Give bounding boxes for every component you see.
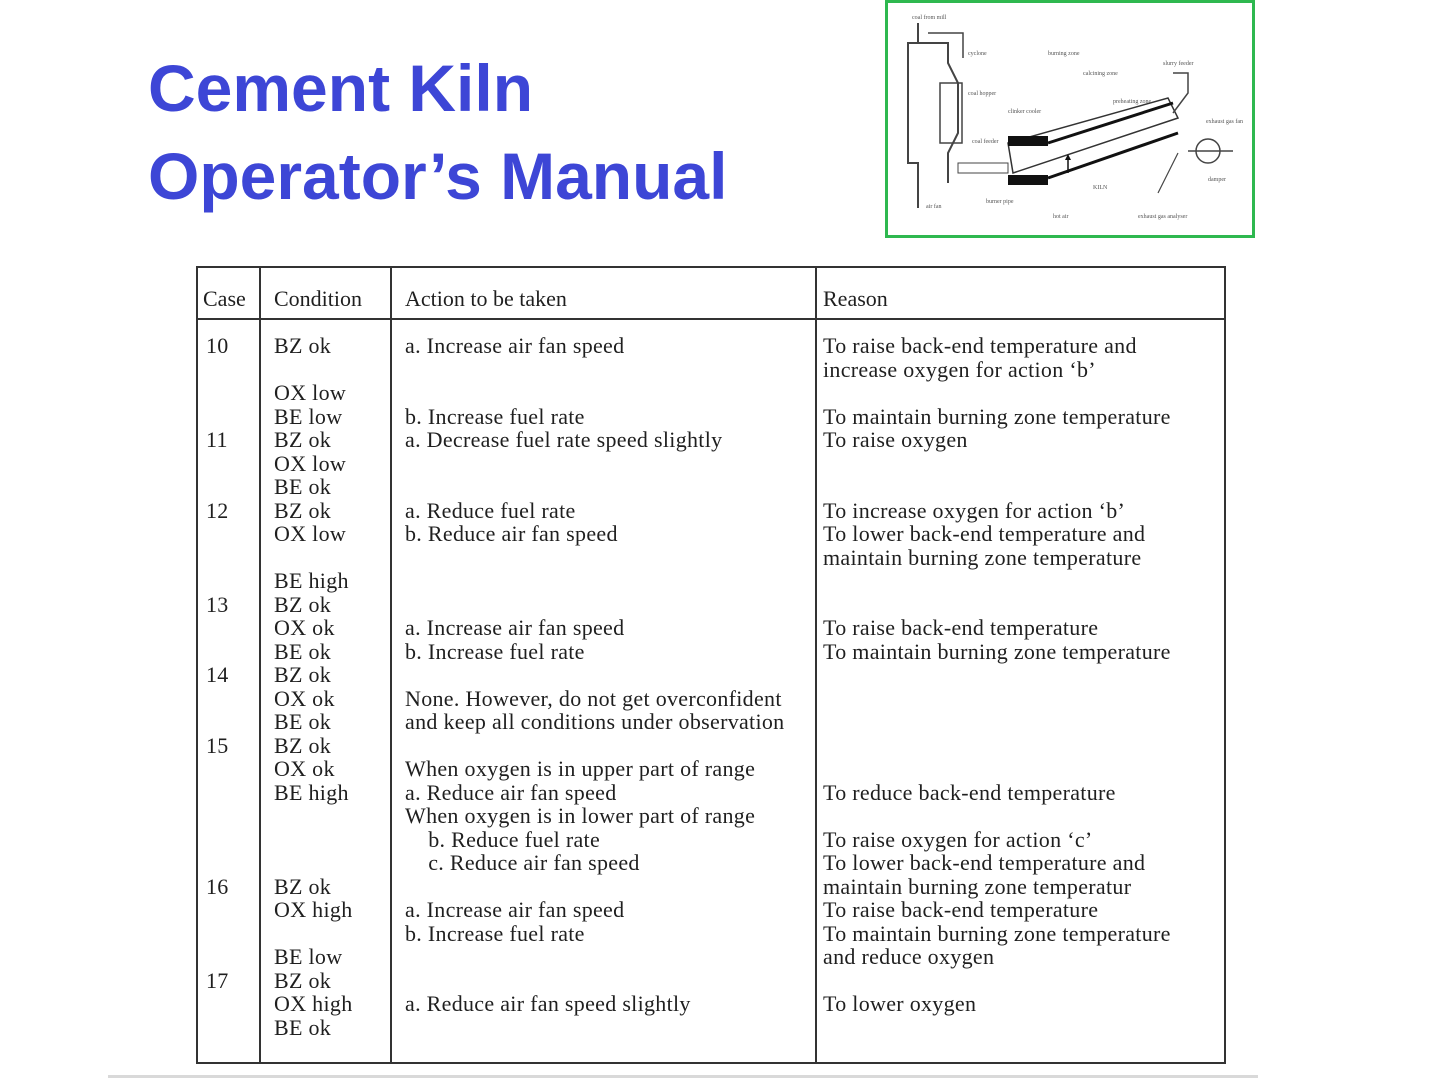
label-cyclone: cyclone bbox=[968, 51, 987, 57]
label-damper: damper bbox=[1208, 177, 1226, 183]
label-calcining-zone: calcining zone bbox=[1083, 71, 1118, 77]
title-line-1: Cement Kiln bbox=[148, 51, 534, 125]
col-divider-2 bbox=[390, 268, 392, 1062]
label-kiln: KILN bbox=[1093, 185, 1108, 191]
case-column: 10 11 12 13 14 15 16 17 bbox=[206, 333, 229, 993]
condition-column: BZ ok OX low BE low BZ ok OX low BE ok BZ ok OX low BE high BZ ok OX ok BE ok BZ ok OX ok BE ok BZ ok OX ok BE high BZ ok OX high BE low BZ ok OX high BE ok bbox=[274, 333, 353, 1040]
label-coal-feeder: coal feeder bbox=[972, 139, 999, 145]
kiln-diagram-drawing bbox=[888, 3, 1252, 235]
title-line-2: Operator’s Manual bbox=[148, 139, 728, 213]
label-preheating-zone: preheating zone bbox=[1113, 99, 1152, 105]
header-case: Case bbox=[203, 286, 246, 311]
footer-rule bbox=[108, 1075, 1258, 1078]
col-divider-3 bbox=[815, 268, 817, 1062]
label-burner-pipe: burner pipe bbox=[986, 199, 1014, 205]
label-hot-air: hot air bbox=[1053, 214, 1069, 220]
page-title bbox=[148, 44, 727, 220]
label-exhaust-gas-analyser: exhaust gas analyser bbox=[1138, 214, 1188, 220]
kiln-diagram bbox=[885, 0, 1255, 238]
reason-column: To raise back-end temperature and increase oxygen for action ‘b’ To maintain burning zone temperature To raise oxygen To increase oxygen for action ‘b’ To lower back-end temperature and maintain burning zone temperature To raise back-end temperature To maintain burning zone temperature To reduce back-end temperature To raise oxygen for action ‘c’ To lower back-end temperature and maintain burning zone temperatur To raise back-end temperature To maintain burning zone temperature and reduce oxygen To lower oxygen bbox=[823, 333, 1171, 1016]
col-divider-1 bbox=[259, 268, 261, 1062]
label-clinker-cooler: clinker cooler bbox=[1008, 109, 1042, 115]
header-divider bbox=[198, 318, 1224, 320]
label-air-fan: air fan bbox=[926, 204, 942, 210]
label-burning-zone: burning zone bbox=[1048, 51, 1080, 57]
operation-table bbox=[196, 266, 1226, 1064]
action-column: a. Increase air fan speed b. Increase fuel rate a. Decrease fuel rate speed slightly a. Reduce fuel rate b. Reduce air fan speed a. Increase air fan speed b. Increase fuel rate None. However, do not get overconfident and keep all conditions under observation When oxygen is in upper part of range a. Reduce air fan speed When oxygen is in lower part of range b. Reduce fuel rate c. Reduce air fan speed a. Increase air fan speed b. Increase fuel rate a. Reduce air fan speed slightly bbox=[405, 333, 785, 1016]
label-coal-hopper: coal hopper bbox=[968, 91, 997, 97]
label-top: coal from mill bbox=[912, 15, 947, 21]
header-action: Action to be taken bbox=[405, 286, 567, 311]
header-reason: Reason bbox=[823, 286, 888, 311]
header-condition: Condition bbox=[274, 286, 363, 311]
label-slurry-feeder: slurry feeder bbox=[1163, 61, 1194, 67]
label-exhaust-gas-fan: exhaust gas fan bbox=[1206, 119, 1243, 125]
